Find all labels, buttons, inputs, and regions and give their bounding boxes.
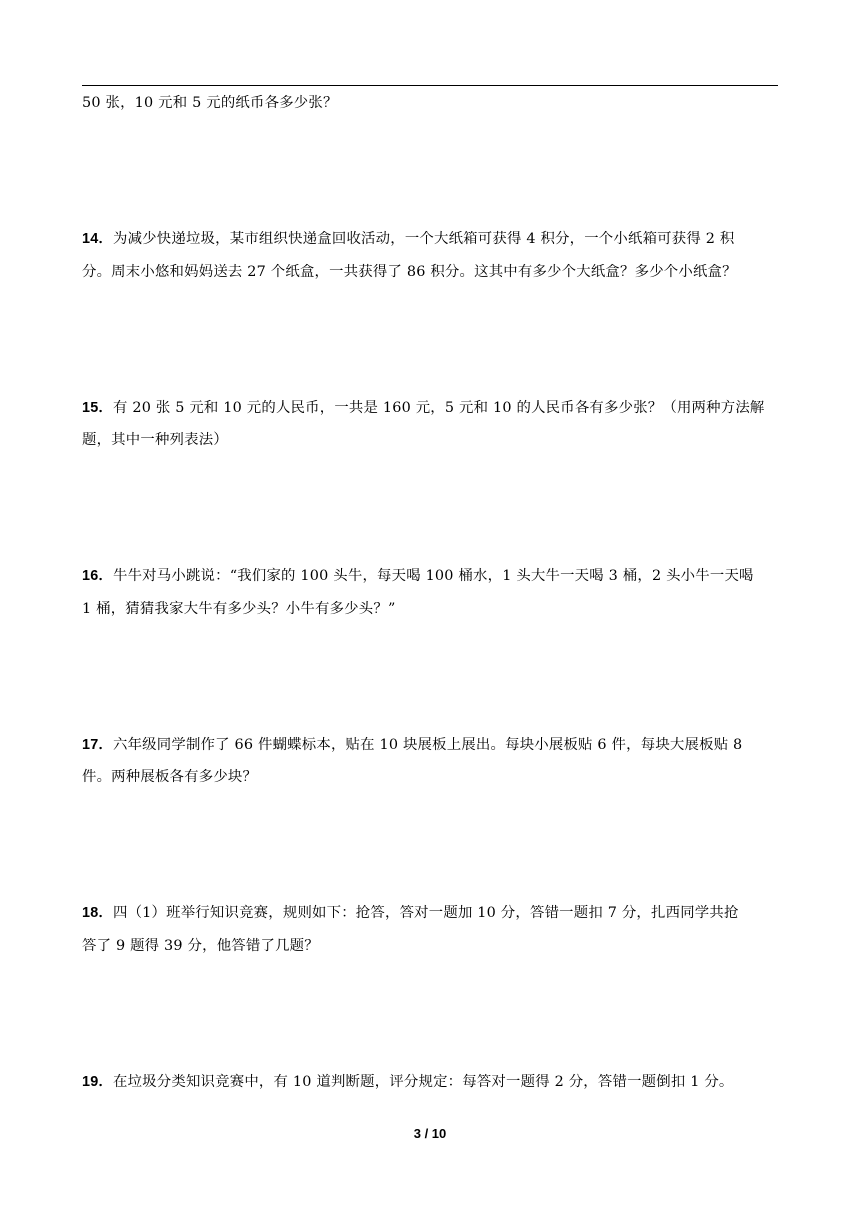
question-14-number: 14．: [82, 231, 113, 247]
question-15-line-2: 题，其中一种列表法）: [82, 432, 228, 448]
question-18-text-1: 四（1）班举行知识竞赛，规则如下：抢答，答对一题加 10 分，答错一题扣 7 分，扎西同学共抢: [113, 905, 739, 921]
question-16-number: 16．: [82, 568, 113, 584]
question-14-line-1: [82, 229, 782, 249]
question-17-text-1: 六年级同学制作了 66 件蝴蝶标本，贴在 10 块展板上展出。每块小展板贴 6 件，每块大展板贴 8: [113, 737, 743, 753]
question-19-number: 19．: [82, 1074, 113, 1090]
header-rule: [82, 85, 778, 86]
question-16-text-1: 牛牛对马小跳说：“我们家的 100 头牛，每天喝 100 桶水，1 头大牛一天喝 3 桶，2 头小牛一天喝: [113, 568, 754, 584]
question-19-line-1: [82, 1072, 782, 1092]
question-17-line-1: [82, 735, 782, 755]
question-18-line-1: [82, 903, 782, 923]
page-indicator: 3 / 10: [413, 1126, 447, 1141]
question-15-number: 15．: [82, 400, 113, 416]
question-17-number: 17．: [82, 737, 113, 753]
question-19-text-1: 在垃圾分类知识竞赛中，有 10 道判断题，评分规定：每答对一题得 2 分，答错一题倒扣 1 分。: [113, 1074, 734, 1090]
question-15-text-1: 有 20 张 5 元和 10 元的人民币，一共是 160 元，5 元和 10 的人民币各有多少张？（用两种方法解: [113, 400, 765, 416]
question-14-text-1: 为减少快递垃圾，某市组织快递盒回收活动，一个大纸箱可获得 4 积分，一个小纸箱可获得 2 积: [113, 231, 735, 247]
question-16-line-2: 1 桶，猜猜我家大牛有多少头？小牛有多少头？”: [82, 601, 396, 617]
continuation-line: 50 张，10 元和 5 元的纸币各多少张？: [82, 95, 338, 111]
question-17-line-2: 件。两种展板各有多少块？: [82, 769, 258, 785]
question-18-line-2: 答了 9 题得 39 分，他答错了几题？: [82, 938, 319, 954]
question-14-line-2: 分。周末小悠和妈妈送去 27 个纸盒，一共获得了 86 积分。这其中有多少个大纸盒？多少个小纸盒？: [82, 264, 737, 280]
question-16-line-1: [82, 566, 782, 586]
question-18-number: 18．: [82, 905, 113, 921]
question-15-line-1: [82, 398, 782, 418]
